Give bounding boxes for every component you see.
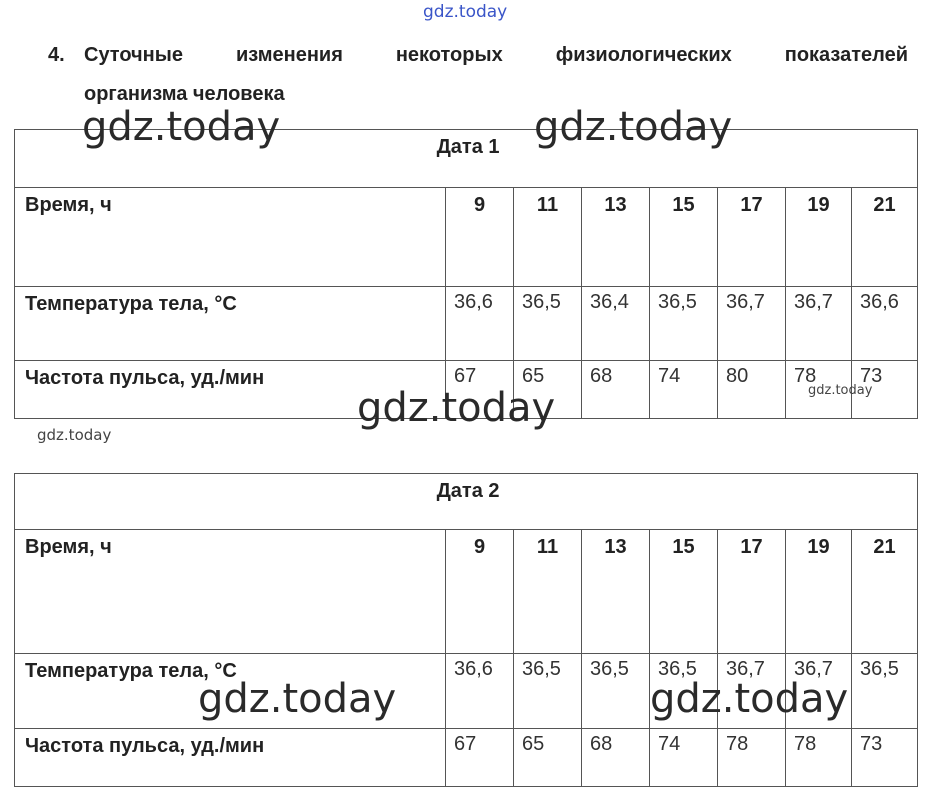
temperature-cell: 36,5 <box>650 654 718 729</box>
time-cell: 9 <box>446 530 514 654</box>
watermark: gdz.today <box>357 385 556 431</box>
temperature-cell: 36,7 <box>718 654 786 729</box>
row-label-pulse: Частота пульса, уд./мин <box>15 729 446 787</box>
pulse-cell: 73 <box>852 361 918 419</box>
temperature-cell: 36,4 <box>582 287 650 361</box>
temperature-cell: 36,5 <box>514 654 582 729</box>
temperature-cell: 36,7 <box>786 654 852 729</box>
time-cell: 19 <box>786 530 852 654</box>
pulse-cell: 68 <box>582 361 650 419</box>
date-header: Дата 1 <box>15 130 918 188</box>
time-cell: 21 <box>852 188 918 287</box>
row-label-temperature: Температура тела, °С <box>15 287 446 361</box>
time-cell: 11 <box>514 188 582 287</box>
temperature-cell: 36,7 <box>718 287 786 361</box>
row-label-time: Время, ч <box>15 530 446 654</box>
temperature-cell: 36,7 <box>786 287 852 361</box>
pulse-cell: 65 <box>514 729 582 787</box>
time-cell: 17 <box>718 530 786 654</box>
watermark-top: gdz.today <box>423 2 508 22</box>
pulse-cell: 78 <box>786 729 852 787</box>
row-label-temperature: Температура тела, °С <box>15 654 446 729</box>
time-cell: 9 <box>446 188 514 287</box>
time-cell: 11 <box>514 530 582 654</box>
time-cell: 15 <box>650 188 718 287</box>
row-label-pulse: Частота пульса, уд./мин <box>15 361 446 419</box>
pulse-cell: 78 <box>786 361 852 419</box>
time-cell: 13 <box>582 530 650 654</box>
pulse-cell: 67 <box>446 729 514 787</box>
pulse-cell: 65 <box>514 361 582 419</box>
watermark: gdz.today <box>82 104 281 150</box>
watermark: gdz.today <box>534 104 733 150</box>
temperature-cell: 36,6 <box>446 654 514 729</box>
watermark: gdz.today <box>198 676 397 722</box>
row-label-time: Время, ч <box>15 188 446 287</box>
pulse-cell: 74 <box>650 361 718 419</box>
time-cell: 19 <box>786 188 852 287</box>
pulse-cell: 68 <box>582 729 650 787</box>
temperature-cell: 36,5 <box>852 654 918 729</box>
pulse-cell: 80 <box>718 361 786 419</box>
time-cell: 17 <box>718 188 786 287</box>
temperature-cell: 36,5 <box>514 287 582 361</box>
time-cell: 21 <box>852 530 918 654</box>
temperature-cell: 36,5 <box>650 287 718 361</box>
pulse-cell: 74 <box>650 729 718 787</box>
time-cell: 13 <box>582 188 650 287</box>
watermark: gdz.today <box>650 676 849 722</box>
data-table-2 <box>14 473 918 787</box>
date-header: Дата 2 <box>15 474 918 530</box>
pulse-cell: 67 <box>446 361 514 419</box>
temperature-cell: 36,6 <box>446 287 514 361</box>
pulse-cell: 78 <box>718 729 786 787</box>
task-number: 4. <box>48 44 65 66</box>
temperature-cell: 36,5 <box>582 654 650 729</box>
temperature-cell: 36,6 <box>852 287 918 361</box>
time-cell: 15 <box>650 530 718 654</box>
watermark: gdz.today <box>37 426 112 444</box>
task-title-line1: Суточные изменения некоторых физиологических показателей <box>84 44 908 66</box>
task-title-line2: организма человека <box>84 83 285 105</box>
pulse-cell: 73 <box>852 729 918 787</box>
watermark: gdz.today <box>808 383 873 398</box>
data-table-1 <box>14 129 918 419</box>
